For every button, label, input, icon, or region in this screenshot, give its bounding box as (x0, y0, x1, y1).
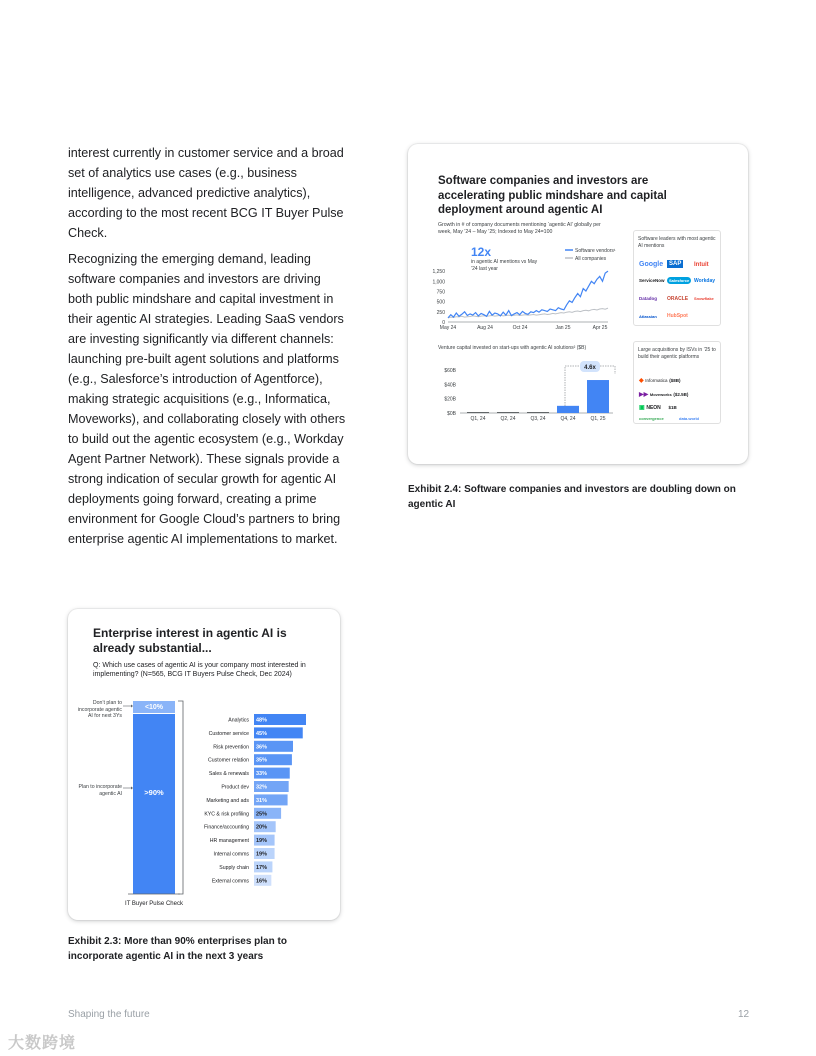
leaders-panel (633, 230, 721, 326)
exhibit-2-3-caption: Exhibit 2.3: More than 90% enterprises plan to incorporate agentic AI in the next 3 years (68, 936, 287, 962)
bar-value-label: 16% (256, 878, 268, 885)
vc-category-label: Q1, 25 (590, 416, 606, 422)
servicenow-logo: ServiceNow (639, 278, 665, 283)
vc-category-label: Q1, 24 (470, 416, 486, 422)
watermark: 大数跨境 (8, 1035, 77, 1052)
vc-bar (527, 412, 549, 413)
dataworld-logo: data.world (679, 416, 700, 421)
bar-value-label: 48% (256, 717, 268, 724)
bar-value-label: 20% (256, 824, 268, 831)
bar-category-label: Analytics (228, 717, 249, 724)
bar-value-label: 36% (256, 744, 268, 751)
vc-y-tick: $60B (444, 368, 456, 374)
vc-bar (587, 380, 609, 413)
google-logo: Google (639, 261, 664, 268)
salesforce-logo: Salesforce (669, 278, 690, 283)
vc-category-label: Q2, 24 (500, 416, 516, 422)
bar-category-label: Supply chain (219, 864, 249, 871)
vc-y-tick: $20B (444, 396, 456, 403)
highlight-value: 12x (471, 245, 492, 259)
legend-all: All companies (575, 256, 607, 262)
neon-logo: ▣ NEON $1B (639, 405, 677, 411)
workday-logo: Workday (694, 278, 716, 284)
y-tick-label: 750 (436, 289, 445, 296)
exhibit-2-3-card (68, 609, 340, 920)
vc-category-label: Q4, 24 (560, 416, 576, 422)
intuit-logo: Intuit (694, 262, 709, 268)
bar-value-label: 32% (256, 784, 268, 791)
acquisitions-panel (633, 341, 721, 424)
exhibit-2-4-title: Software companies and investors are accelerating public mindshare and capital deployment around agentic AI (438, 175, 667, 216)
acq-title: Large acquisitions by ISVs in ’25 to build their agentic platforms (638, 347, 716, 360)
line-subtitle: Growth in # of company documents mentioning ‘agentic AI’ globally per week, May ’24 – May ’25; Indexed to May 24=100 (438, 222, 601, 235)
exhibit-2-4-card (408, 144, 748, 464)
leaders-title: Software leaders with most agentic AI mentions (638, 236, 716, 249)
y-tick-label: 1,250 (432, 269, 445, 276)
footer-title: Shaping the future (68, 1009, 150, 1020)
bar-category-label: Customer relation (208, 757, 249, 764)
exhibit-2-4-caption: Exhibit 2.4: Software companies and investors are doubling down on agentic AI (408, 484, 736, 510)
vc-multiplier: 4.6x (584, 365, 596, 371)
vc-bar (557, 406, 579, 413)
x-tick-label: Oct 24 (512, 325, 528, 331)
paragraph-2: Recognizing the emerging demand, leading software companies and investors are driving both public mindshare and capital investment in their agentic AI strategies. Leading SaaS vendors are investing significantly via different channels: launching pre-built agent solutions and platforms (e.g., Salesforce’s introduction of Agentforce), making strategic acquisitions (e.g., Informatica, Moveworks), and collaborating closely with others to build out the agentic ecosystem (e.g., Workday Agent Partner Network). These signals provide a strong indication of secular growth for agentic AI deployments going forward, creating a prime environment for Google Cloud’s partners to bring enterprise agentic AI implementations to market. (68, 252, 346, 546)
page-number: 12 (738, 1009, 750, 1020)
line-chart (428, 242, 628, 332)
vc-bar (467, 412, 489, 413)
informatica-logo: ◆ Informatica ($8B) (639, 378, 681, 384)
bar-category-label: External comms (211, 878, 249, 885)
main-bar-label: >90% (144, 788, 164, 797)
x-tick-label: Jan 25 (555, 325, 571, 331)
bar-value-label: 35% (256, 757, 268, 764)
hubspot-logo: HubSpot (667, 313, 688, 319)
paragraph-1: interest currently in customer service and a broad set of analytics use cases (e.g., business intelligence, advanced predictive analytics), according to the most recent BCG IT Buyer Pulse Check. (68, 146, 344, 240)
bar-value-label: 33% (256, 771, 268, 778)
top-annotation: Don’t plan to incorporate agentic AI for next 3Ys (77, 700, 122, 719)
main-annotation: Plan to incorporate agentic AI (78, 784, 122, 797)
bar-value-label: 17% (256, 864, 268, 871)
bar-category-label: Finance/accounting (204, 824, 249, 831)
bar-category-label: Product dev (221, 784, 249, 791)
moveworks-logo: ▶▶ Moveworks ($2.5B) (639, 392, 689, 398)
x-tick-label: Apr 25 (592, 325, 608, 331)
exhibit-2-3-title: Enterprise interest in agentic AI is already substantial... (93, 626, 287, 655)
bar-category-label: Internal comms (213, 851, 249, 858)
bar-value-label: 19% (256, 851, 268, 858)
bar-category-label: Risk prevention (213, 744, 249, 751)
snowflake-logo: Snowflake (694, 296, 714, 301)
exhibit-2-3-question: Q: Which use cases of agentic AI is your company most interested in implementing? (N=565, BCG IT Buyers Pulse Check, Dec 2024) (93, 662, 306, 678)
sap-logo: SAP (669, 261, 682, 267)
vc-y-tick: $0B (447, 411, 456, 417)
datadog-logo: Datadog (639, 296, 657, 301)
bar-category-label: Customer service (208, 730, 249, 737)
bar-category-label: KYC & risk profiling (204, 811, 249, 818)
vc-y-tick: $40B (444, 382, 456, 389)
bar-category-label: Marketing and ads (206, 797, 249, 804)
x-tick-label: May 24 (439, 325, 457, 331)
legend-software: Software vendors¹ (575, 248, 616, 254)
vc-category-label: Q3, 24 (530, 416, 546, 422)
bar-value-label: 45% (256, 730, 268, 737)
y-tick-label: 1,000 (432, 279, 445, 286)
bar-category-label: Sales & renewals (208, 771, 249, 778)
main-bar-segment (133, 714, 175, 894)
y-tick-label: 0 (442, 320, 445, 326)
top-bar-label: <10% (144, 704, 164, 711)
x-tick-label: Aug 24 (477, 325, 493, 331)
y-tick-label: 500 (436, 299, 445, 306)
bar-value-label: 25% (256, 811, 268, 818)
highlight-text: in agentic AI mentions vs May ’24 last year (471, 259, 538, 272)
bar-category-label: HR management (209, 838, 249, 845)
body-text (68, 143, 348, 555)
vc-chart (428, 356, 618, 431)
vc-subtitle: Venture capital invested on start-ups with agentic AI solutions² ($B) (438, 345, 587, 351)
all-companies-line (448, 308, 608, 318)
y-tick-label: 250 (436, 309, 445, 316)
use-case-bars (204, 714, 306, 886)
exhibit-2-3-chart (68, 694, 340, 924)
oracle-logo: ORACLE (667, 296, 689, 302)
atlassian-logo: Atlassian (639, 314, 657, 319)
bar-value-label: 31% (256, 797, 268, 804)
convergence-logo: convergence (639, 416, 664, 421)
left-axis-label: IT Buyer Pulse Check (125, 901, 183, 907)
bar-value-label: 19% (256, 838, 268, 845)
vc-bar (497, 412, 519, 413)
